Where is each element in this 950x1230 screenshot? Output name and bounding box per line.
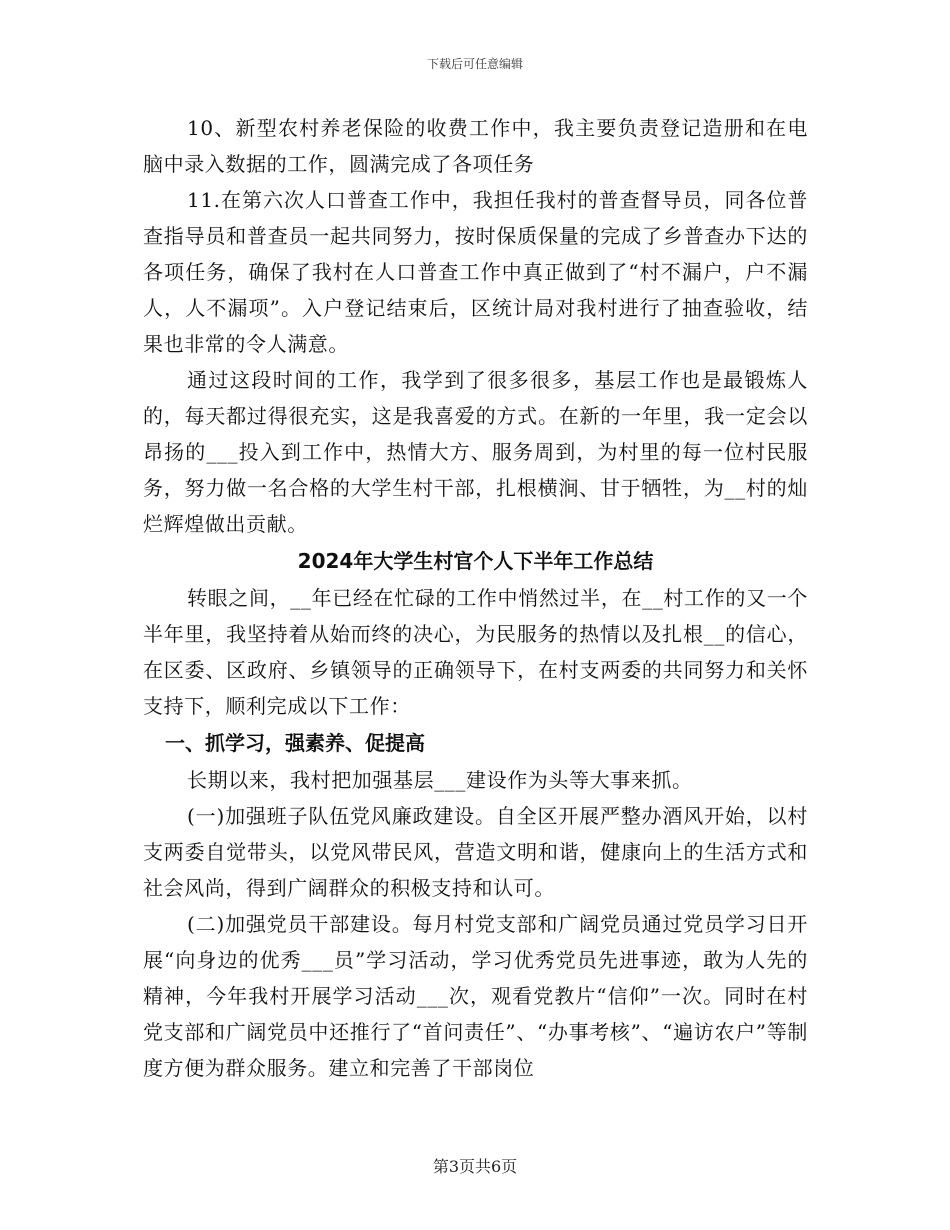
paragraph-section-lead: 长期以来，我村把加强基层___建设作为头等大事来抓。: [187, 768, 693, 792]
document-body: [143, 110, 808, 1086]
document-title: 2024年大学生村官个人下半年工作总结: [297, 549, 654, 573]
page-number: 第3页共6页: [432, 1157, 518, 1176]
page-header-note: 下载后可任意编辑: [426, 57, 523, 71]
paragraph-item-10: 10、新型农村养老保险的收费工作中，我主要负责登记造册和在电脑中录入数据的工作，圆满完成了各项任务: [143, 116, 808, 176]
paragraph-intro: 转眼之间，__年已经在忙碌的工作中悄然过半，在__村工作的又一个半年里，我坚持着从始而终的决心，为民服务的热情以及扎根__的信心，在区委、区政府、乡镇领导的正确领导下，在村支两委的共同努力和关怀支持下，顺利完成以下工作：: [143, 586, 808, 718]
section-heading-1: 一、抓学习，强素养、促提高: [165, 731, 425, 755]
paragraph-subsection-2: (二)加强党员干部建设。每月村党支部和广阔党员通过党员学习日开展“向身边的优秀___员”学习活动，学习优秀党员先进事迹，敢为人先的精神，今年我村开展学习活动___次，观看党教片“信仰”一次。同时在村党支部和广阔党员中还推行了“首问责任”、“办事考核”、“遍访农户”等制度方便为群众服务。建立和完善了干部岗位: [143, 912, 808, 1080]
paragraph-item-11: 11.在第六次人口普查工作中，我担任我村的普查督导员，同各位普查指导员和普查员一起共同努力，按时保质保量的完成了乡普查办下达的各项任务，确保了我村在人口普查工作中真正做到了“村不漏户，户不漏人，人不漏项”。入户登记结束后，区统计局对我村进行了抽查验收，结果也非常的令人满意。: [143, 188, 808, 356]
paragraph-subsection-1: (一)加强班子队伍党风廉政建设。自全区开展严整办酒风开始，以村支两委自觉带头，以党风带民风，营造文明和谐，健康向上的生活方式和社会风尚，得到广阔群众的积极支持和认可。: [143, 804, 808, 900]
paragraph-conclusion: 通过这段时间的工作，我学到了很多很多，基层工作也是最锻炼人的，每天都过得很充实，这是我喜爱的方式。在新的一年里，我一定会以昂扬的___投入到工作中，热情大方、服务周到，为村里的每一位村民服务，努力做一名合格的大学生村干部，扎根横涧、甘于牺牲，为__村的灿烂辉煌做出贡献。: [143, 368, 808, 536]
